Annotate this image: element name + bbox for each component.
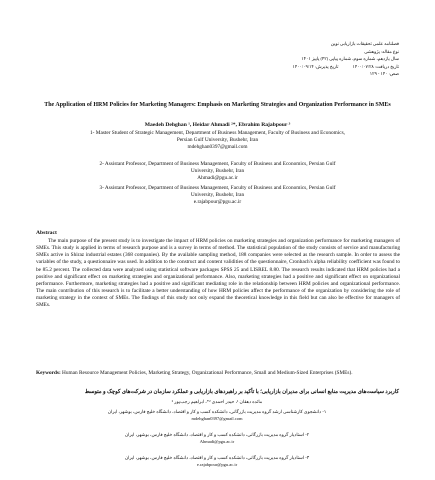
affiliation-line: 3- Assistant Professor, Department of Business Management, Faculty of Business and Economics, Persian Gulf [99, 185, 336, 191]
article-dates [199, 63, 399, 71]
affiliation-line: 1- Master Student of Strategic Management, Department of Business Management, Faculty of Business and Economics, [90, 130, 345, 136]
persian-title: کاربرد سیاست‌های مدیریت منابع انسانی برای مدیران بازاریابی؛ با تأکید بر راهبردهای بازاریابی و عملکرد سازمان در شرکت‌های کوچک و متوسط [84, 389, 399, 395]
journal-issue: سال یازدهم، شماره سوم، شماره پیاپی (۴۲) پاییز ۱۴۰۱ [301, 56, 399, 62]
persian-affiliation-1 [35, 409, 399, 423]
article-type: نوع مقاله: پژوهشی [364, 48, 399, 54]
affiliation-2 [40, 161, 395, 183]
keywords-text: Human Resource Management Policies, Marketing Strategy, Organizational Performance, Small and Medium-Sized Enterprises (SMEs). [62, 370, 353, 376]
affiliation-line: Persian Gulf University, Bushehr, Iran [176, 137, 259, 144]
persian-authors: مائده دهقان ¹، حیدر احمدی ²*، ابراهیم رجب‌پور ³ [171, 399, 263, 404]
affiliation-line: University, Bushehr, Iran [190, 192, 245, 199]
paper-title: The Application of HRM Policies for Marketing Managers: Emphasis on Marketing Strategies and Organization Performance in SMEs [44, 102, 391, 108]
persian-affiliation-line: ۲- استادیار گروه مدیریت بازرگانی، دانشکده کسب و کار و اقتصاد، دانشگاه خلیج فارس، بوشهر، ایران [124, 432, 310, 437]
persian-author-email: Ahmadi@pgu.ac.ir [199, 438, 235, 444]
affiliation-1 [40, 130, 395, 152]
affiliation-line: University, Bushehr, Iran [190, 168, 245, 175]
abstract-heading: Abstract [36, 230, 57, 236]
affiliation-line: 2- Assistant Professor, Department of Business Management, Faculty of Business and Economics, Persian Gulf [99, 161, 336, 167]
author-email: e.rajabpour@pgu.ac.ir [193, 199, 242, 206]
persian-affiliation-3 [35, 455, 399, 469]
persian-author-email: mdehghan0397@gmail.com [191, 415, 243, 421]
abstract-body: The main purpose of the present study is to investigate the impact of HRM policies on marketing strategies and organization performance for marketing managers of SMEs. This study is applied in terms of research purpose and is a survey in terms of method. The statistical population of the study consists of service and manufacturing SMEs active in Shiraz industrial estates (368 companies). By the available sampling method, 188 companies were selected as the research sample. In order to assess the variables of the study, a questionnaire was used. In addition to the construct and content validities of the questionnaire, Cronbach's alpha reliability coefficient was found to be 85.2 percent. The collected data were analyzed using statistical software packages SPSS 25 and LISREL 8.80. The research results indicated that HRM policies had a positive and significant effect on marketing strategies and organizational performance. Also, marketing strategies had a positive and significant effect on organizational performance. Furthermore, marketing strategies had a positive and significant mediating role in the relationship between HRM policies and organizational performance. The main contribution of this research is to facilitate a better understanding of how HRM policies affect the performance of the organization by considering the role of marketing strategy in the context of SMEs. The findings of this study not only expand the theoretical knowledge in this field but can also be effective for managers of SMEs. [36, 238, 400, 309]
received-date: تاریخ دریافت: ۱۴۰۰/۰۷/۲۸ [352, 63, 399, 69]
affiliation-3 [40, 185, 395, 207]
accepted-date: تاریخ پذیرش: ۱۴۰۰/۰۹/۱۴ [292, 63, 339, 69]
keywords-label: Keywords: [36, 370, 61, 376]
journal-header [199, 40, 399, 78]
page-range: صص: ۱۴۰ - ۱۲۹ [369, 71, 399, 77]
persian-affiliation-line: ۳- استادیار گروه مدیریت بازرگانی، دانشکده کسب و کار و اقتصاد، دانشگاه خلیج فارس، بوشهر، ایران [124, 455, 310, 460]
author-email: mdehghan0397@gmail.com [187, 144, 248, 151]
journal-name: فصلنامه علمی تحقیقات بازاریابی نوین [330, 41, 399, 46]
author-list: Maedeh Dehghan ¹, Heidar Ahmadi ²*, Ebrahim Rajabpour ³ [144, 122, 291, 128]
author-email: Ahmadi@pgu.ac.ir [197, 175, 238, 182]
keywords [36, 370, 400, 377]
persian-affiliation-2 [35, 432, 399, 446]
persian-author-email: e.rajabpour@pgu.ac.ir [196, 461, 238, 467]
persian-affiliation-line: ۱- دانشجوی کارشناسی ارشد گروه مدیریت بازرگانی، دانشکده کسب و کار و اقتصاد، دانشگاه خلیج فارس، بوشهر، ایران [107, 409, 327, 414]
